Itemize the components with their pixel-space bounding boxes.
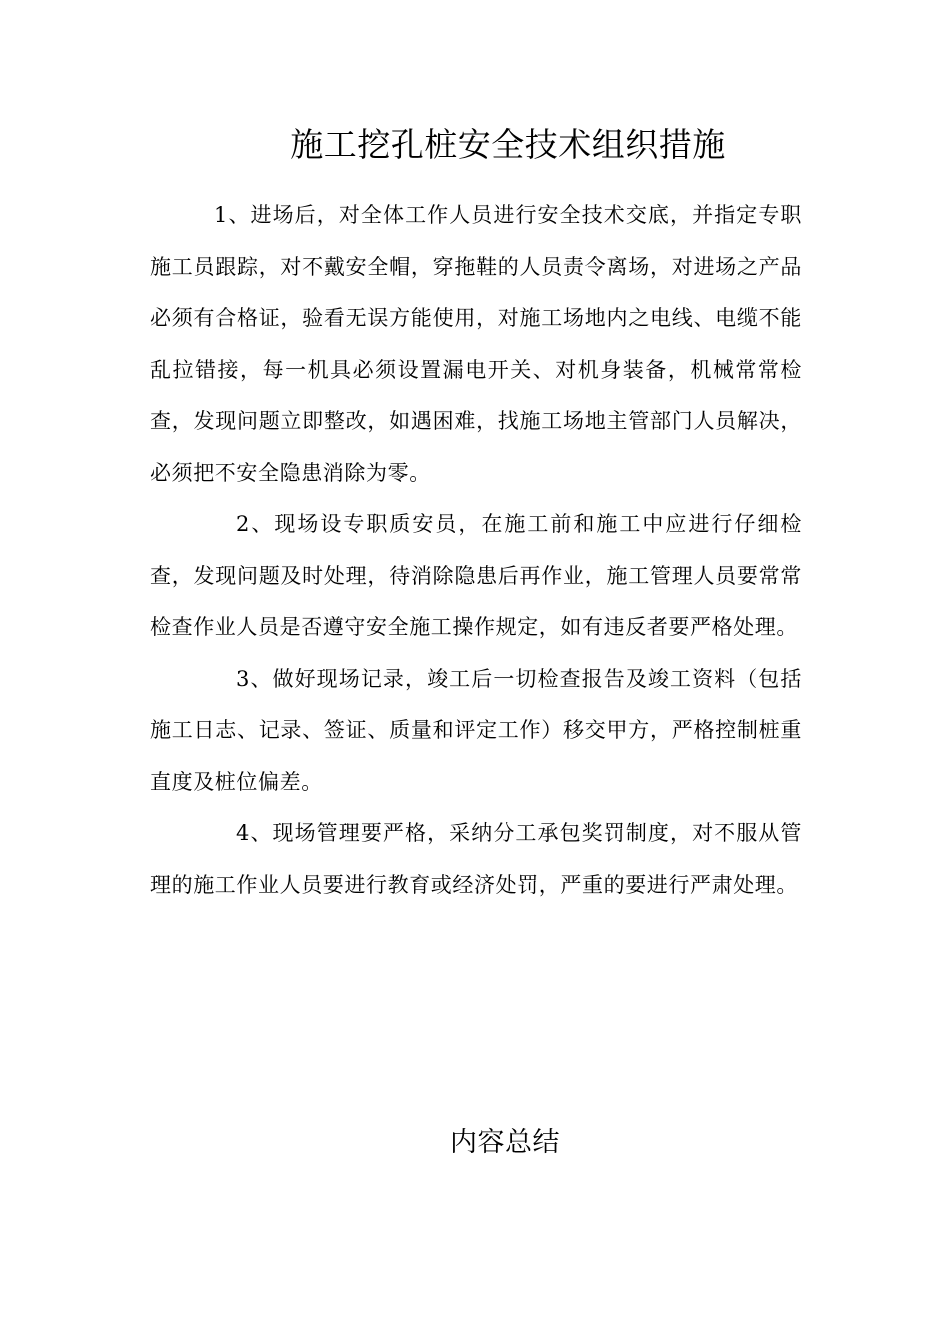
paragraph-1: 1、进场后，对全体工作人员进行安全技术交底，并指定专职施工员跟踪，对不戴安全帽，穿拖鞋的人员责令离场，对进场之产品必须有合格证，验看无误方能使用，对施工场地内之电线、电缆不能乱拉错接，每一机具必须设置漏电开关、对机身装备，机械常常检查，发现问题立即整改，如遇困难，找施工场地主管部门人员解决，必须把不安全隐患消除为零。: [150, 203, 802, 485]
paragraph-4: 4、现场管理要严格，采纳分工承包奖罚制度，对不服从管理的施工作业人员要进行教育或经济处罚，严重的要进行严肃处理。: [150, 821, 802, 897]
summary-heading: 内容总结: [450, 1127, 560, 1158]
paragraph-3: 3、做好现场记录，竣工后一切检查报告及竣工资料（包括施工日志、记录、签证、质量和评定工作）移交甲方，严格控制桩重直度及桩位偏差。: [150, 666, 802, 794]
paragraph-2: 2、现场设专职质安员，在施工前和施工中应进行仔细检查，发现问题及时处理，待消除隐患后再作业，施工管理人员要常常检查作业人员是否遵守安全施工操作规定，如有违反者要严格处理。: [150, 512, 802, 639]
document-title: 施工挖孔桩安全技术组织措施: [290, 125, 726, 164]
document-body: [150, 190, 802, 911]
